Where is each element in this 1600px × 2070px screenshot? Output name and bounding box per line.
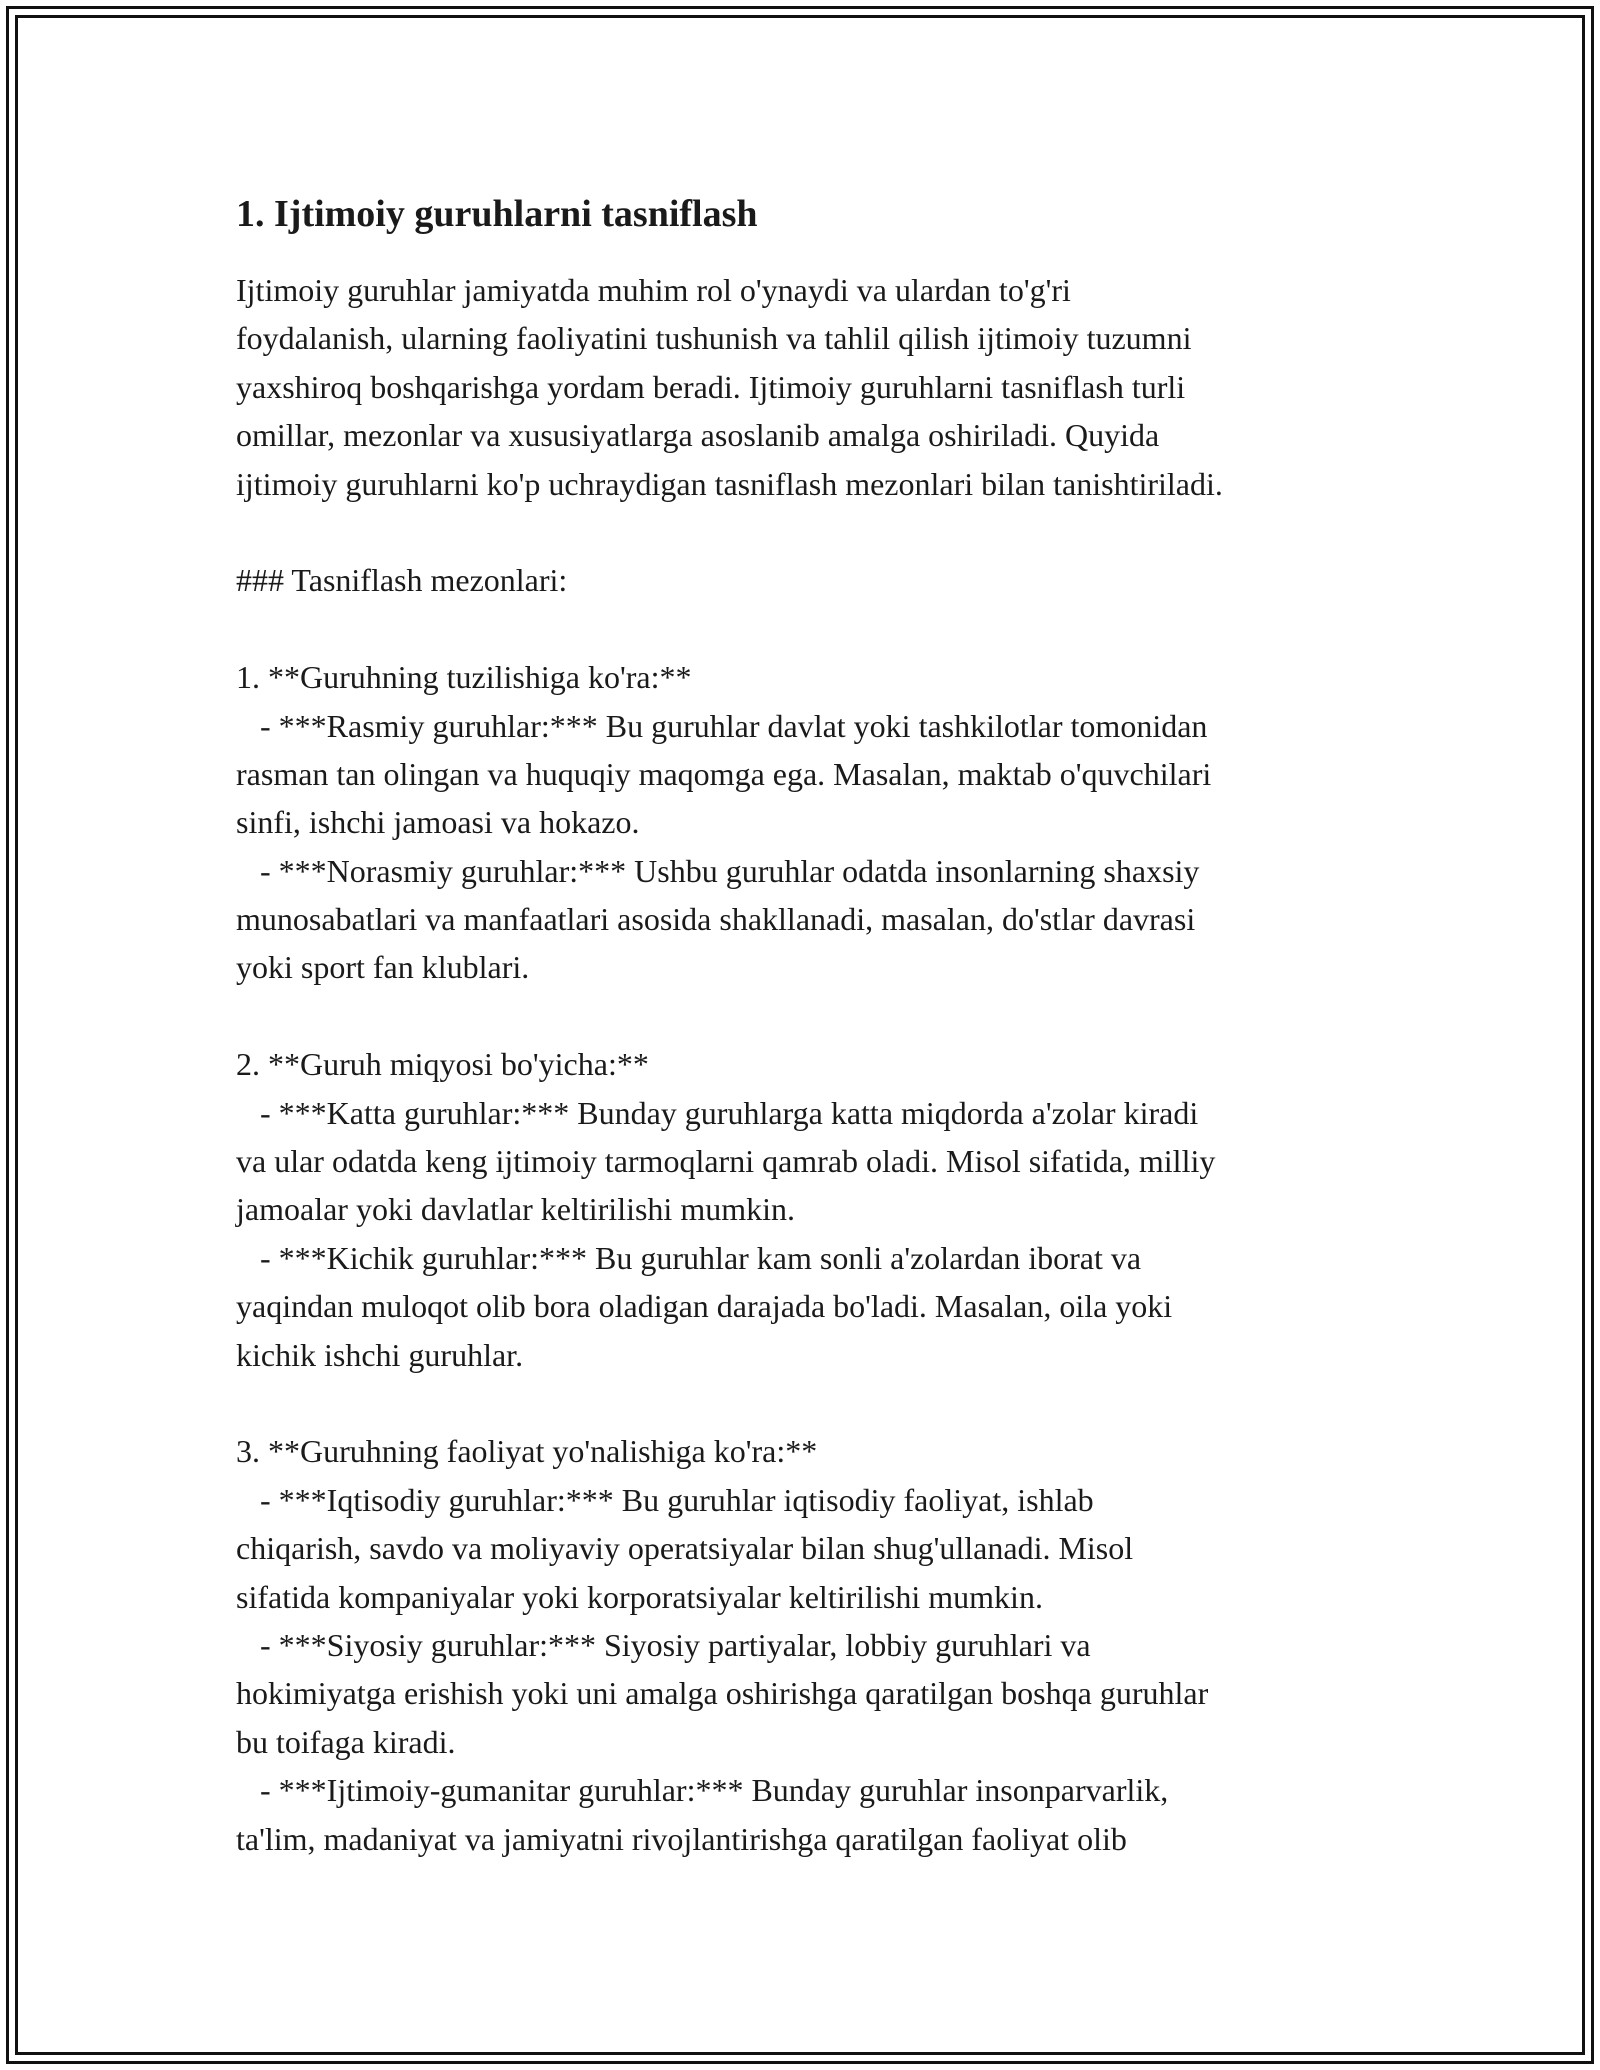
text-line: munosabatlari va manfaatlari asosida shakllanadi, masalan, do'stlar davrasi xyxy=(236,901,1196,938)
text-line: hokimiyatga erishish yoki uni amalga oshirishga qaratilgan boshqa guruhlar xyxy=(236,1675,1209,1712)
text-line: sifatida kompaniyalar yoki korporatsiyalar keltirilishi mumkin. xyxy=(236,1578,1043,1615)
text-line: sinfi, ishchi jamoasi va hokazo. xyxy=(236,804,640,841)
text-line: va ular odatda keng ijtimoiy tarmoqlarni qamrab oladi. Misol sifatida, milliy xyxy=(236,1143,1216,1180)
text-line: yaqindan muloqot olib bora oladigan darajada bo'ladi. Masalan, oila yoki xyxy=(236,1288,1173,1325)
text-line: 1. **Guruhning tuzilishiga ko'ra:** xyxy=(236,659,692,696)
text-line: - ***Kichik guruhlar:*** Bu guruhlar kam sonli a'zolardan iborat va xyxy=(236,1239,1142,1276)
text-line: rasman tan olingan va huquqiy maqomga ega. Masalan, maktab o'quvchilari xyxy=(236,755,1212,792)
blank-line xyxy=(236,508,1386,556)
text-line: kichik ishchi guruhlar. xyxy=(236,1336,524,1373)
paragraph-block xyxy=(236,266,1386,1863)
text-line: Ijtimoiy guruhlar jamiyatda muhim rol o'ynaydi va ulardan to'g'ri xyxy=(236,272,1071,308)
text-line: 3. **Guruhning faoliyat yo'nalishiga ko'ra:** xyxy=(236,1433,818,1470)
text-line: - ***Ijtimoiy-gumanitar guruhlar:*** Bunday guruhlar insonparvarlik, xyxy=(236,1772,1169,1809)
text-line: ### Tasniflash mezonlari: xyxy=(236,562,568,599)
blank-line xyxy=(236,1379,1386,1427)
text-line: yoki sport fan klublari. xyxy=(236,949,530,986)
text-line: bu toifaga kiradi. xyxy=(236,1723,456,1760)
text-line: - ***Norasmiy guruhlar:*** Ushbu guruhlar odatda insonlarning shaxsiy xyxy=(236,852,1200,889)
text-line: - ***Siyosiy guruhlar:*** Siyosiy partiyalar, lobbiy guruhlari va xyxy=(236,1626,1091,1663)
text-line: 2. **Guruh miqyosi bo'yicha:** xyxy=(236,1046,649,1083)
text-line: ijtimoiy guruhlarni ko'p uchraydigan tasniflash mezonlari bilan tanishtiriladi. xyxy=(236,465,1223,502)
text-line: - ***Katta guruhlar:*** Bunday guruhlarga katta miqdorda a'zolar kiradi xyxy=(236,1094,1199,1131)
text-line: omillar, mezonlar va xususiyatlarga asoslanib amalga oshiriladi. Quyida xyxy=(236,417,1160,454)
blank-line xyxy=(236,605,1386,653)
blank-line xyxy=(236,992,1386,1040)
text-line: yaxshiroq boshqarishga yordam beradi. Ijtimoiy guruhlarni tasniflash turli xyxy=(236,368,1186,405)
text-line: ta'lim, madaniyat va jamiyatni rivojlantirishga qaratilgan faoliyat olib xyxy=(236,1820,1127,1857)
text-line: foydalanish, ularning faoliyatini tushunish va tahlil qilish ijtimoiy tuzumni xyxy=(236,320,1192,357)
text-line: - ***Iqtisodiy guruhlar:*** Bu guruhlar iqtisodiy faoliyat, ishlab xyxy=(236,1481,1094,1518)
text-line: chiqarish, savdo va moliyaviy operatsiyalar bilan shug'ullanadi. Misol xyxy=(236,1530,1134,1567)
document-body xyxy=(236,190,1386,1863)
text-line: jamoalar yoki davlatlar keltirilishi mumkin. xyxy=(236,1191,795,1228)
section-heading: 1. Ijtimoiy guruhlarni tasniflash xyxy=(236,193,758,235)
text-line: - ***Rasmiy guruhlar:*** Bu guruhlar davlat yoki tashkilotlar tomonidan xyxy=(236,707,1208,744)
